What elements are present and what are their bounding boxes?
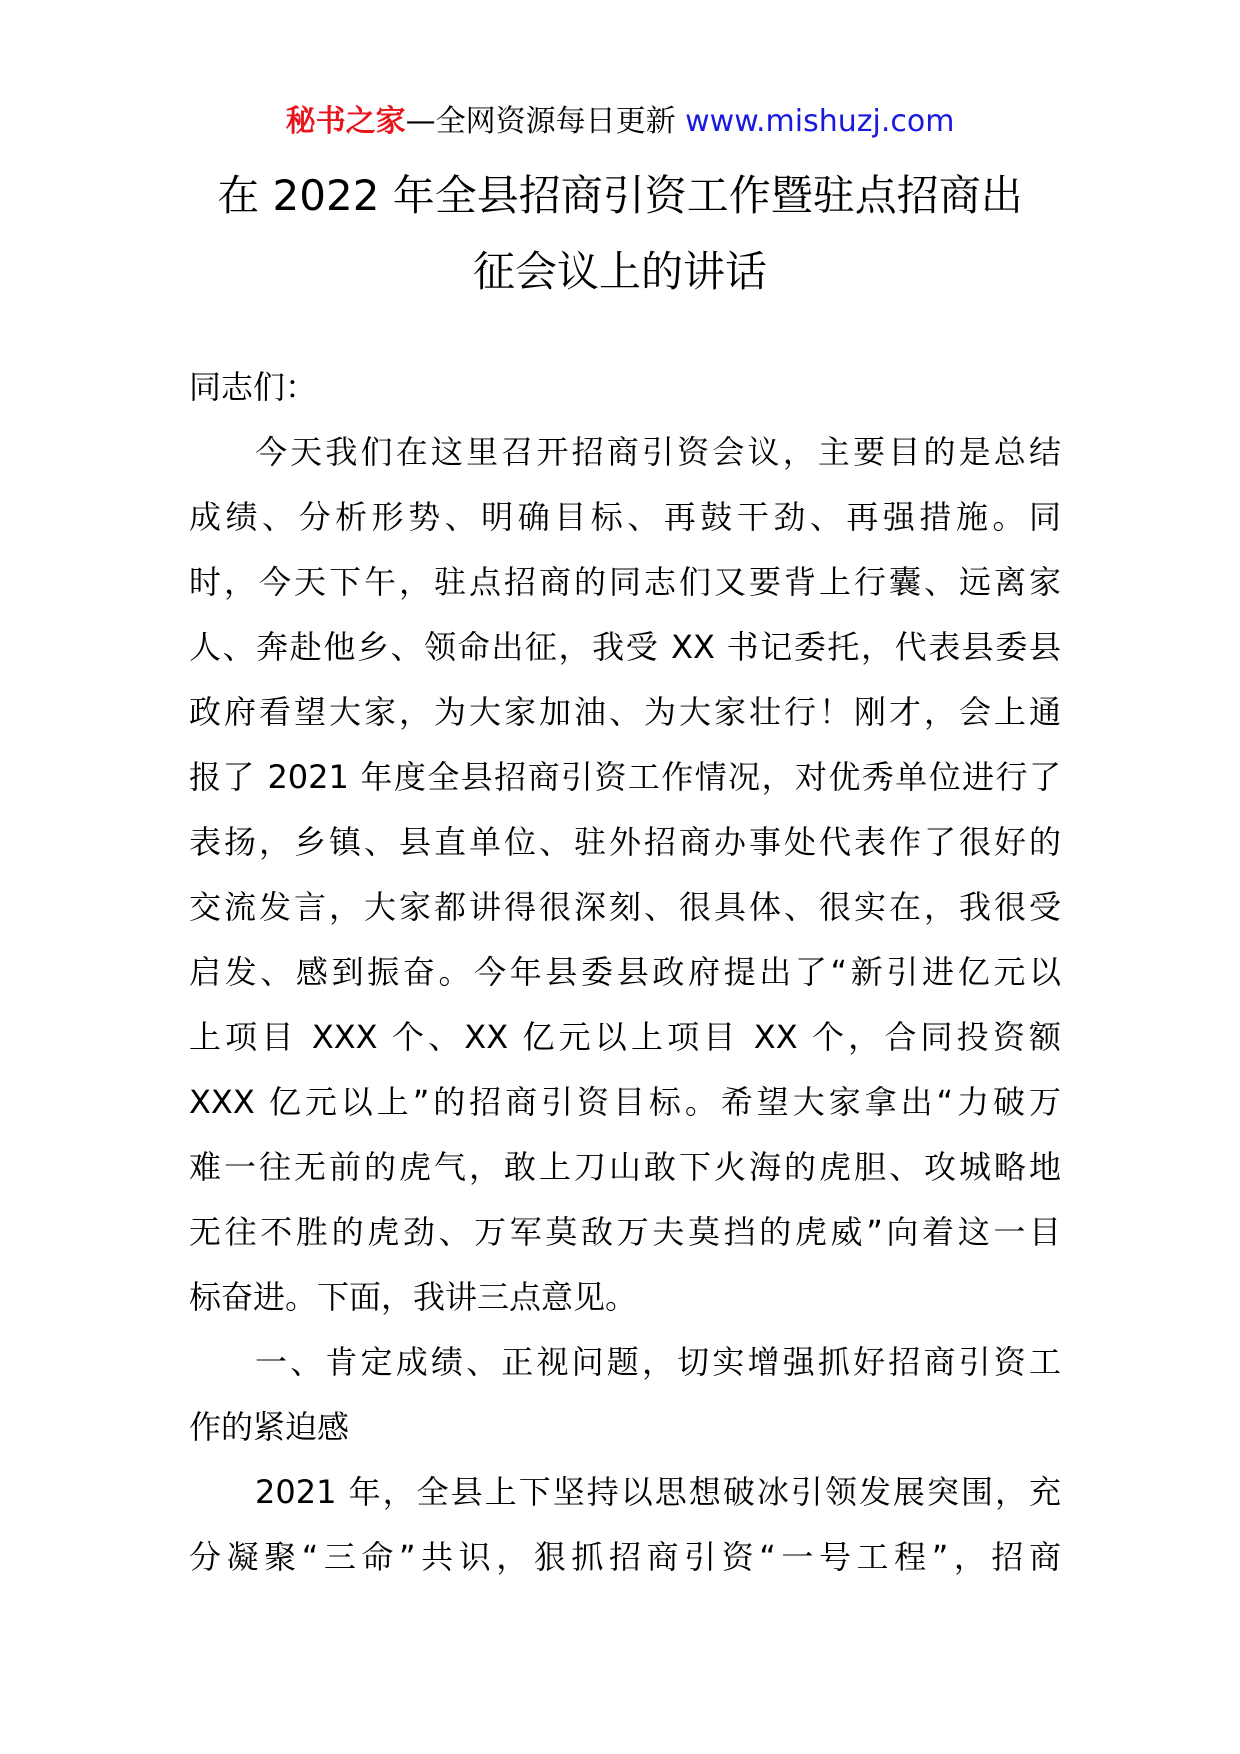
document-body [189, 355, 1061, 1590]
site-header [0, 102, 1240, 142]
title-line-1: 在 2022 年全县招商引资工作暨驻点招商出 [217, 171, 1023, 220]
brand-name: 秘书之家 [285, 104, 406, 139]
paragraph-2-line: 2021 年，全县上下坚持以思想破冰引领发展突围，充 [255, 1473, 1061, 1511]
title-line-2: 征会议上的讲话 [472, 247, 767, 296]
paragraph-1-line: 时，今天下午，驻点招商的同志们又要背上行囊、远离家 [189, 563, 1061, 601]
paragraph-1-line: 交流发言，大家都讲得很深刻、很具体、很实在，我很受 [189, 888, 1061, 926]
paragraph-1-line: 标奋进。下面，我讲三点意见。 [189, 1278, 638, 1316]
paragraph-1-line: 启发、感到振奋。今年县委县政府提出了“新引进亿元以 [189, 953, 1061, 991]
paragraph-1-line: 成绩、分析形势、明确目标、再鼓干劲、再强措施。同 [189, 498, 1061, 536]
paragraph-1-line: 表扬，乡镇、县直单位、驻外招商办事处代表作了很好的 [189, 823, 1061, 861]
section-heading-1-line: 一、肯定成绩、正视问题，切实增强抓好招商引资工 [255, 1343, 1061, 1381]
paragraph-1-line: 政府看望大家，为大家加油、为大家壮行！刚才，会上通 [189, 693, 1061, 731]
section-heading-1-line: 作的紧迫感 [189, 1408, 350, 1446]
document-title [150, 158, 1090, 310]
paragraph-1-line: 今天我们在这里召开招商引资会议，主要目的是总结 [255, 433, 1061, 471]
paragraph-1-line: 报了 2021 年度全县招商引资工作情况，对优秀单位进行了 [189, 758, 1061, 796]
paragraph-1-line: 上项目 XXX 个、XX 亿元以上项目 XX 个，合同投资额 [189, 1018, 1061, 1056]
paragraph-1-line: 人、奔赴他乡、领命出征，我受 XX 书记委托，代表县委县 [189, 628, 1061, 666]
paragraph-1-line: 难一往无前的虎气，敢上刀山敢下火海的虎胆、攻城略地 [189, 1148, 1061, 1186]
header-tagline: —全网资源每日更新 [405, 104, 686, 139]
paragraph-1-line: 无往不胜的虎劲、万军莫敌万夫莫挡的虎威”向着这一目 [189, 1213, 1061, 1251]
site-url-link[interactable]: www.mishuzj.com [685, 104, 955, 139]
paragraph-1-line: XXX 亿元以上”的招商引资目标。希望大家拿出“力破万 [189, 1083, 1061, 1121]
salutation: 同志们： [189, 368, 318, 406]
paragraph-2-line: 分凝聚“三命”共识，狠抓招商引资“一号工程”，招商 [189, 1538, 1061, 1576]
